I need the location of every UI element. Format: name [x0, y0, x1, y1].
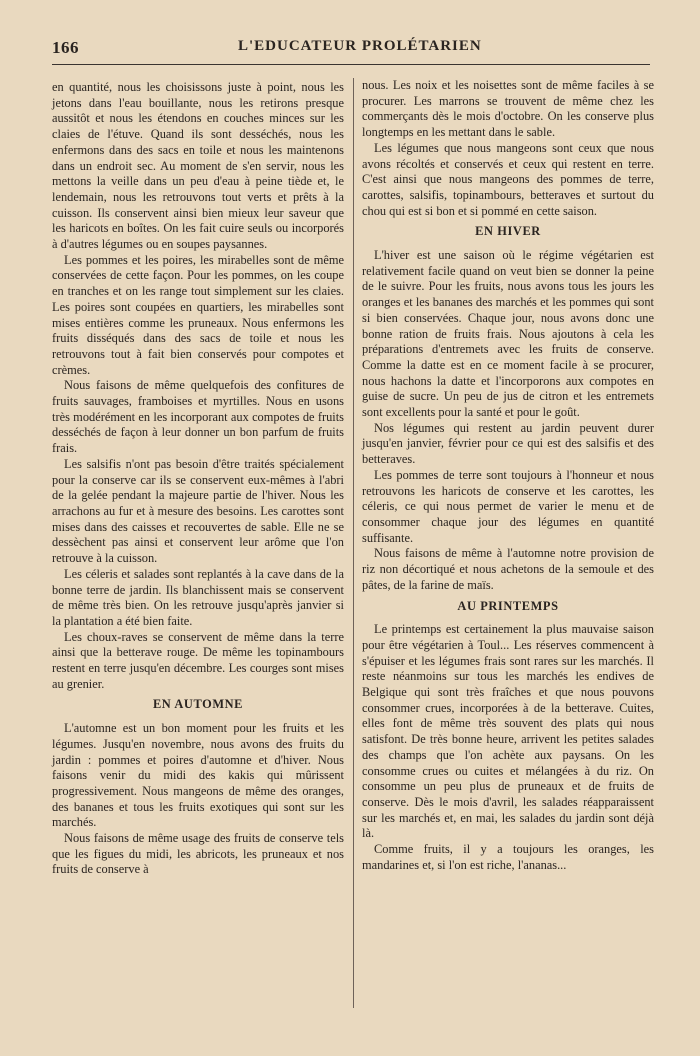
paragraph: L'hiver est une saison où le régime végétarien est relativement facile quand on veut bien se donner la peine de le suivre. Pour les fruits, nous avons tous les jours les oranges et les bananes des marchés et les pommes qui sont si bien conservées. Chaque jour, nous avons donc une bonne ration de fruits frais. Nous ajoutons à cela les préparations d'entremets avec les fruits de conserve. Comme la datte est en ce moment facile à se procurer, nous hachons la datte et l'incorporons aux compotes en guise de sucre. Un peu de jus de citron et les entremets sont excellents pour la santé et pour le goût. — [362, 248, 654, 420]
page-number: 166 — [52, 38, 79, 57]
running-title: L'EDUCATEUR PROLÉTARIEN — [238, 38, 482, 54]
paragraph: L'automne est un bon moment pour les fruits et les légumes. Jusqu'en novembre, nous avons des fruits du jardin : pommes et poires d'automne et d'hiver. Nous faisons venir du midi des kakis qui mûrissent progressivement. Nous mangeons de même des oranges, des bananes et tous les fruits exotiques qui sont sur les marchés. — [52, 721, 344, 830]
column-divider — [353, 78, 354, 1008]
paragraph: Nous faisons de même usage des fruits de conserve tels que les figues du midi, les abricots, les pruneaux et nos fruits de conserve à — [52, 831, 344, 877]
section-heading-printemps: AU PRINTEMPS — [457, 598, 559, 613]
section-heading-hiver: EN HIVER — [475, 224, 541, 239]
paragraph: nous. Les noix et les noisettes sont de même faciles à se procurer. Les marrons se trouvent de même chez les commerçants dès le mois d'octobre. On les conserve plus longtemps en les mettant dans le sable. — [362, 78, 654, 140]
paragraph: Nous faisons de même à l'automne notre provision de riz non décortiqué et nous achetons de la semoule et des pâtes, de la farine de maïs. — [362, 546, 654, 592]
paragraph: en quantité, nous les choisissons juste à point, nous les jetons dans l'eau bouillante, nous les retirons presque aussitôt et nous les étendons en couches minces sur les claies de l'étuve. Quand ils sont desséchés, nous les enfermons dans des sacs en toile et nous les maintenons dans un endroit sec. Au moment de s'en servir, nous les mettons la veille dans un peu d'eau à peine tiède et, le lendemain, nous les retrouvons tout verts et prêts à la cuisson. Ils conservent ainsi bien mieux leur saveur que les haricots en boîtes. On les fait cuire seuls ou incorporés à d'autres légumes ou en soupes paysannes. — [52, 80, 344, 252]
page-header — [52, 38, 648, 62]
paragraph: Nous faisons de même quelquefois des confitures de fruits sauvages, framboises et myrtilles. Nous en usons très modérément en les incorporant aux compotes de fruits desséchés de façon à leur donner un bon parfum de fruits frais. — [52, 378, 344, 456]
paragraph: Les choux-raves se conservent de même dans la terre ainsi que la betterave rouge. De même les topinambours restent en terre jusqu'en décembre. Les courges sont mises au grenier. — [52, 629, 344, 691]
paragraph: Les salsifis n'ont pas besoin d'être traités spécialement pour la conserve car ils se conservent eux-mêmes à l'abri de la gelée pendant la majeure partie de l'hiver. Nous les arrachons au fur et à mesure des besoins. Les carottes sont mises dans des caisses et recouvertes de sable. Elle ne se dessèchent pas ainsi et conservent leur arôme que l'on retrouve à la cuisson. — [52, 456, 344, 566]
paragraph: Nos légumes qui restent au jardin peuvent durer jusqu'en janvier, février pour ce qui est des salsifis et des betteraves. — [362, 420, 654, 467]
paragraph: Le printemps est certainement la plus mauvaise saison pour être végétarien à Toul... Les réserves commencent à s'épuiser et les légumes frais sont rares sur les marchés. Il reste néanmoins sur tous les marchés les endives de Belgique qui sont très fraîches et que nous pouvons consommer crues, incorporées à de la betterave. Cuites, elles font de même très souvent des plats qui nous satisfont. De très bonne heure, arrivent les petites salades des champs que l'on achète aux paysans. On les consomme crues ou cuites et mélangées à du riz. On consomme un peu plus de pruneaux et de fruits de conserve. Dès le mois d'avril, les salades réapparaissent sur les marchés et, en mai, les salades du jardin sont déjà là. — [362, 622, 654, 841]
paragraph: Les légumes que nous mangeons sont ceux que nous avons récoltés et conservés et ceux qui restent en terre. C'est ainsi que nous mangeons des pommes de terre, carottes, salsifis, topinambours, betteraves et surtout du chou qui est si bon et si pommé en cette saison. — [362, 140, 654, 218]
paragraph: Les céleris et salades sont replantés à la cave dans de la bonne terre de jardin. Ils blanchissent mais se conservent de même très bien. On les retrouve jusqu'après janvier si la plantation a été bien faite. — [52, 566, 344, 628]
paragraph: Les pommes de terre sont toujours à l'honneur et nous retrouvons les haricots de conserve et les carottes, les céleris, ce qui nous permet de varier le menu et de consommer chaque jour des légumes en quantité suffisante. — [362, 467, 654, 545]
left-column — [52, 80, 344, 878]
header-rule — [52, 64, 650, 65]
paragraph: Les pommes et les poires, les mirabelles sont de même conservées de cette façon. Pour les pommes, on les coupe en tranches et on les range tout simplement sur les claies. Les poires sont coupées en quartiers, les mirabelles sont mises entières comme les pruneaux. Nous enfermons les fruits disséqués dans des sacs de toile et nous les retrouvons tout à fait bien conservés pour compotes et crèmes. — [52, 252, 344, 377]
right-column — [362, 78, 654, 873]
section-heading-automne: EN AUTOMNE — [152, 697, 244, 712]
paragraph: Comme fruits, il y a toujours les oranges, les mandarines et, si l'on est riche, l'ananas... — [362, 842, 654, 872]
